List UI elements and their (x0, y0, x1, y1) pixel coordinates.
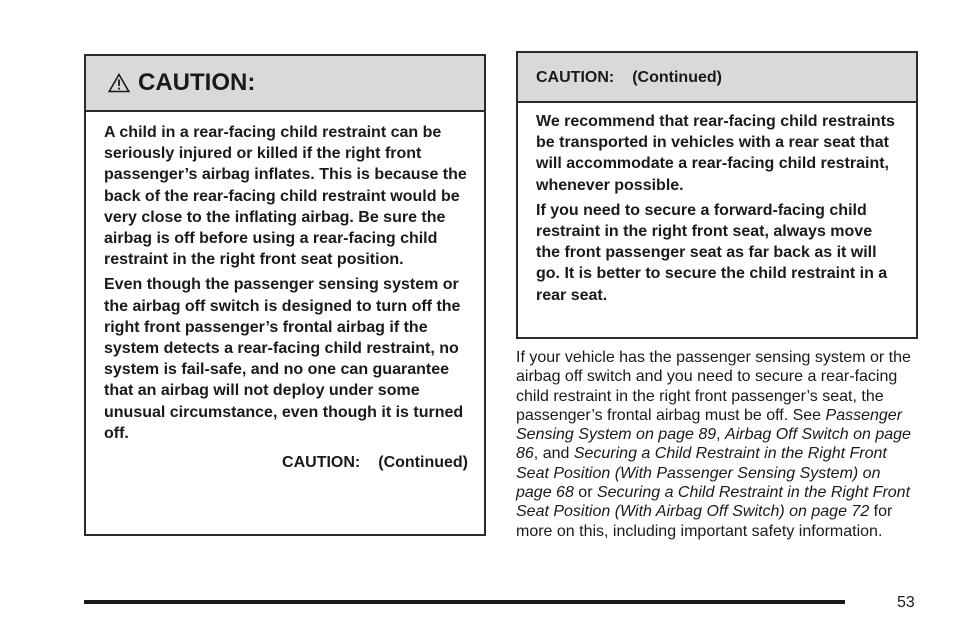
caution-continued-paragraph-1: We recommend that rear-facing child restraints be transported in vehicles with a rear seat that will accommodate a rear-facing child restraint, whenever possible. (536, 113, 895, 194)
body-paragraph (516, 348, 918, 541)
caution-continued-label-a: CAUTION: (282, 454, 361, 472)
ref-securing-child-restraint-switch[interactable]: Securing a Child Restraint in the Right Front Seat Position (With Airbag Off Switch) on page 72 (516, 484, 911, 521)
body-text-4: or (573, 484, 597, 502)
ref-airbag-off-switch[interactable]: Airbag Off Switch on page 86 (516, 426, 911, 463)
page-number: 53 (897, 594, 915, 611)
caution-paragraph-2: Even though the passenger sensing system or the airbag off switch is designed to turn off the right front passenger’s frontal airbag if the system detects a rear-facing child restraint, no system is fail-safe, and no one can guarantee that an airbag will not deploy under some unusual circumstance, even though it is turned off. (104, 276, 464, 442)
body-text-5: for more on this, including important safety information. (516, 503, 893, 540)
ref-securing-child-restraint-sensing[interactable]: Securing a Child Restraint in the Right Front Seat Position (With Passenger Sensing System) on page 68 (516, 445, 887, 502)
warning-triangle-icon (108, 73, 130, 93)
body-text-1: If your vehicle has the passenger sensing system or the airbag off switch and you need to secure a rear-facing child restraint in the right front passenger’s seat, the passenger’s frontal airbag must be off. See (516, 349, 911, 424)
caution-continued-box (516, 51, 918, 339)
caution-continued-title-a: CAUTION: (536, 69, 615, 86)
caution-body (86, 112, 484, 473)
caution-paragraph-1: A child in a rear-facing child restraint can be seriously injured or killed if the right front passenger’s airbag inflates. This is because the back of the rear-facing child restraint would be very close to the inflating airbag. Be sure the airbag is off before using a rear-facing child restraint in the right front seat position. (104, 124, 467, 269)
caution-header (86, 56, 484, 112)
caution-continued-body (518, 103, 916, 306)
caution-box (84, 54, 486, 536)
caution-continued-title-b: (Continued) (632, 69, 722, 86)
caution-title (108, 69, 255, 97)
caution-continued-title (536, 69, 722, 87)
footer-rule (84, 600, 845, 604)
caution-continued-label-b: (Continued) (378, 454, 468, 472)
body-text-2: , (716, 426, 726, 444)
ref-passenger-sensing-system[interactable]: Passenger Sensing System on page 89 (516, 406, 903, 444)
caution-continued-label (104, 452, 468, 473)
caution-continued-header (518, 53, 916, 103)
body-text-3: , and (533, 445, 574, 463)
caution-continued-paragraph-2: If you need to secure a forward-facing child restraint in the right front seat, always move the front passenger seat as far back as it will go. It is better to secure the child restraint in a rear seat. (536, 201, 888, 304)
caution-title-text: CAUTION: (138, 69, 256, 96)
